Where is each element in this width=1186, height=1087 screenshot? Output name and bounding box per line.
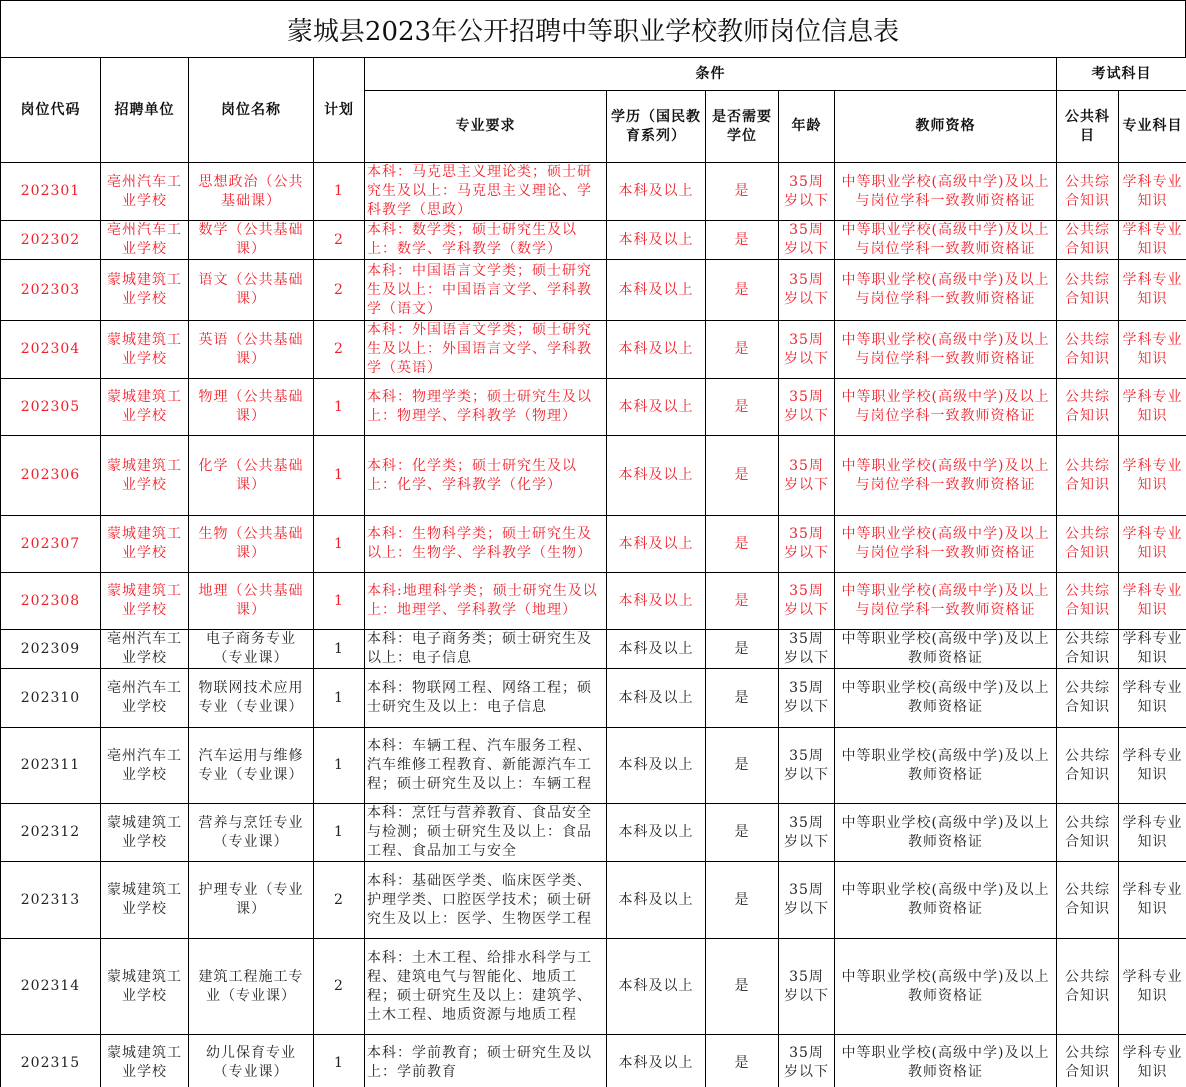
cell-education: 本科及以上 [607, 260, 706, 321]
cell-professional-subject: 学科专业知识 [1119, 1035, 1186, 1087]
cell-position: 营养与烹饪专业（专业课） [189, 804, 314, 862]
table-row [1, 436, 1186, 516]
cell-degree: 是 [706, 221, 779, 260]
cell-age: 35周岁以下 [779, 630, 835, 669]
cell-public-subject: 公共综合知识 [1057, 939, 1119, 1035]
cell-code: 202311 [1, 728, 101, 804]
cell-plan: 1 [314, 630, 365, 669]
cell-plan: 1 [314, 669, 365, 728]
cell-qualification: 中等职业学校(高级中学)及以上与岗位学科一致教师资格证 [835, 379, 1057, 436]
cell-code: 202301 [1, 163, 101, 221]
cell-plan: 1 [314, 163, 365, 221]
cell-qualification: 中等职业学校(高级中学)及以上与岗位学科一致教师资格证 [835, 163, 1057, 221]
cell-age: 35周岁以下 [779, 728, 835, 804]
cell-plan: 2 [314, 321, 365, 379]
cell-age: 35周岁以下 [779, 516, 835, 573]
table-row [1, 862, 1186, 939]
cell-position: 建筑工程施工专业（专业课） [189, 939, 314, 1035]
positions-table [0, 57, 1186, 1087]
cell-qualification: 中等职业学校(高级中学)及以上与岗位学科一致教师资格证 [835, 573, 1057, 630]
cell-age: 35周岁以下 [779, 669, 835, 728]
cell-major: 本科:地理科学类；硕士研究生及以上：地理学、学科教学（地理） [365, 573, 607, 630]
cell-degree: 是 [706, 379, 779, 436]
cell-unit: 亳州汽车工业学校 [101, 163, 189, 221]
cell-education: 本科及以上 [607, 939, 706, 1035]
header-qualification: 教师资格 [835, 91, 1057, 163]
cell-age: 35周岁以下 [779, 1035, 835, 1087]
cell-age: 35周岁以下 [779, 862, 835, 939]
cell-degree: 是 [706, 516, 779, 573]
cell-public-subject: 公共综合知识 [1057, 516, 1119, 573]
cell-code: 202308 [1, 573, 101, 630]
cell-major: 本科：化学类；硕士研究生及以上：化学、学科教学（化学） [365, 436, 607, 516]
page-title: 蒙城县2023年公开招聘中等职业学校教师岗位信息表 [0, 0, 1186, 57]
cell-major: 本科：烹饪与营养教育、食品安全与检测；硕士研究生及以上：食品工程、食品加工与安全 [365, 804, 607, 862]
table-row [1, 379, 1186, 436]
header-education: 学历（国民教育系列） [607, 91, 706, 163]
cell-professional-subject: 学科专业知识 [1119, 804, 1186, 862]
cell-public-subject: 公共综合知识 [1057, 573, 1119, 630]
cell-code: 202314 [1, 939, 101, 1035]
cell-qualification: 中等职业学校(高级中学)及以上与岗位学科一致教师资格证 [835, 516, 1057, 573]
cell-public-subject: 公共综合知识 [1057, 862, 1119, 939]
cell-qualification: 中等职业学校(高级中学)及以上与岗位学科一致教师资格证 [835, 321, 1057, 379]
cell-professional-subject: 学科专业知识 [1119, 221, 1186, 260]
cell-professional-subject: 学科专业知识 [1119, 260, 1186, 321]
cell-major: 本科：电子商务类；硕士研究生及以上：电子信息 [365, 630, 607, 669]
header-professional-subject: 专业科目 [1119, 91, 1186, 163]
cell-qualification: 中等职业学校(高级中学)及以上教师资格证 [835, 1035, 1057, 1087]
header-exam: 考试科目 [1057, 58, 1186, 91]
cell-degree: 是 [706, 939, 779, 1035]
cell-plan: 2 [314, 939, 365, 1035]
cell-degree: 是 [706, 436, 779, 516]
cell-age: 35周岁以下 [779, 260, 835, 321]
cell-plan: 1 [314, 516, 365, 573]
cell-age: 35周岁以下 [779, 939, 835, 1035]
cell-education: 本科及以上 [607, 1035, 706, 1087]
cell-degree: 是 [706, 669, 779, 728]
cell-plan: 2 [314, 862, 365, 939]
cell-major: 本科：数学类；硕士研究生及以上：数学、学科教学（数学） [365, 221, 607, 260]
cell-professional-subject: 学科专业知识 [1119, 669, 1186, 728]
header-age: 年龄 [779, 91, 835, 163]
header-conditions: 条件 [365, 58, 1057, 91]
cell-unit: 蒙城建筑工业学校 [101, 436, 189, 516]
cell-position: 电子商务专业（专业课） [189, 630, 314, 669]
cell-plan: 1 [314, 573, 365, 630]
cell-public-subject: 公共综合知识 [1057, 221, 1119, 260]
table-row [1, 321, 1186, 379]
cell-degree: 是 [706, 260, 779, 321]
cell-professional-subject: 学科专业知识 [1119, 862, 1186, 939]
cell-public-subject: 公共综合知识 [1057, 728, 1119, 804]
cell-plan: 2 [314, 221, 365, 260]
cell-unit: 蒙城建筑工业学校 [101, 862, 189, 939]
cell-qualification: 中等职业学校(高级中学)及以上教师资格证 [835, 862, 1057, 939]
cell-code: 202309 [1, 630, 101, 669]
cell-position: 汽车运用与维修专业（专业课） [189, 728, 314, 804]
cell-professional-subject: 学科专业知识 [1119, 728, 1186, 804]
cell-unit: 亳州汽车工业学校 [101, 630, 189, 669]
cell-unit: 蒙城建筑工业学校 [101, 379, 189, 436]
cell-degree: 是 [706, 862, 779, 939]
cell-age: 35周岁以下 [779, 321, 835, 379]
cell-age: 35周岁以下 [779, 379, 835, 436]
cell-education: 本科及以上 [607, 321, 706, 379]
cell-qualification: 中等职业学校(高级中学)及以上与岗位学科一致教师资格证 [835, 436, 1057, 516]
cell-major: 本科：学前教育；硕士研究生及以上：学前教育 [365, 1035, 607, 1087]
cell-public-subject: 公共综合知识 [1057, 669, 1119, 728]
cell-qualification: 中等职业学校(高级中学)及以上教师资格证 [835, 630, 1057, 669]
cell-major: 本科：中国语言文学类；硕士研究生及以上：中国语言文学、学科教学（语文） [365, 260, 607, 321]
cell-degree: 是 [706, 728, 779, 804]
cell-public-subject: 公共综合知识 [1057, 630, 1119, 669]
cell-public-subject: 公共综合知识 [1057, 379, 1119, 436]
table-row [1, 939, 1186, 1035]
cell-position: 护理专业（专业课） [189, 862, 314, 939]
cell-degree: 是 [706, 573, 779, 630]
cell-education: 本科及以上 [607, 573, 706, 630]
table-row [1, 669, 1186, 728]
cell-qualification: 中等职业学校(高级中学)及以上与岗位学科一致教师资格证 [835, 221, 1057, 260]
header-public-subject: 公共科目 [1057, 91, 1119, 163]
cell-unit: 蒙城建筑工业学校 [101, 516, 189, 573]
cell-education: 本科及以上 [607, 862, 706, 939]
cell-plan: 1 [314, 1035, 365, 1087]
cell-major: 本科：基础医学类、临床医学类、护理学类、口腔医学技术；硕士研究生及以上：医学、生物医学工程 [365, 862, 607, 939]
cell-position: 物联网技术应用专业（专业课） [189, 669, 314, 728]
cell-education: 本科及以上 [607, 379, 706, 436]
cell-public-subject: 公共综合知识 [1057, 436, 1119, 516]
cell-code: 202306 [1, 436, 101, 516]
cell-code: 202302 [1, 221, 101, 260]
cell-qualification: 中等职业学校(高级中学)及以上教师资格证 [835, 669, 1057, 728]
cell-qualification: 中等职业学校(高级中学)及以上教师资格证 [835, 939, 1057, 1035]
cell-qualification: 中等职业学校(高级中学)及以上教师资格证 [835, 728, 1057, 804]
cell-education: 本科及以上 [607, 630, 706, 669]
cell-age: 35周岁以下 [779, 573, 835, 630]
cell-unit: 蒙城建筑工业学校 [101, 804, 189, 862]
cell-public-subject: 公共综合知识 [1057, 321, 1119, 379]
cell-position: 语文（公共基础课） [189, 260, 314, 321]
cell-position: 生物（公共基础课） [189, 516, 314, 573]
cell-public-subject: 公共综合知识 [1057, 804, 1119, 862]
cell-major: 本科：土木工程、给排水科学与工程、建筑电气与智能化、地质工程；硕士研究生及以上：建筑学、土木工程、地质资源与地质工程 [365, 939, 607, 1035]
cell-code: 202313 [1, 862, 101, 939]
cell-degree: 是 [706, 163, 779, 221]
cell-position: 幼儿保育专业（专业课） [189, 1035, 314, 1087]
cell-unit: 亳州汽车工业学校 [101, 669, 189, 728]
table-row [1, 804, 1186, 862]
table-row [1, 728, 1186, 804]
cell-unit: 蒙城建筑工业学校 [101, 573, 189, 630]
cell-position: 思想政治（公共基础课） [189, 163, 314, 221]
cell-plan: 1 [314, 436, 365, 516]
cell-education: 本科及以上 [607, 436, 706, 516]
cell-code: 202304 [1, 321, 101, 379]
cell-age: 35周岁以下 [779, 221, 835, 260]
cell-public-subject: 公共综合知识 [1057, 163, 1119, 221]
cell-education: 本科及以上 [607, 669, 706, 728]
cell-plan: 1 [314, 728, 365, 804]
cell-major: 本科：车辆工程、汽车服务工程、汽车维修工程教育、新能源汽车工程；硕士研究生及以上：车辆工程 [365, 728, 607, 804]
cell-unit: 蒙城建筑工业学校 [101, 939, 189, 1035]
cell-major: 本科：生物科学类；硕士研究生及以上：生物学、学科教学（生物） [365, 516, 607, 573]
cell-professional-subject: 学科专业知识 [1119, 163, 1186, 221]
cell-unit: 蒙城建筑工业学校 [101, 1035, 189, 1087]
cell-professional-subject: 学科专业知识 [1119, 516, 1186, 573]
cell-unit: 亳州汽车工业学校 [101, 728, 189, 804]
cell-code: 202315 [1, 1035, 101, 1087]
table-row [1, 260, 1186, 321]
cell-position: 地理（公共基础课） [189, 573, 314, 630]
cell-plan: 1 [314, 379, 365, 436]
cell-plan: 1 [314, 804, 365, 862]
table-row [1, 221, 1186, 260]
cell-age: 35周岁以下 [779, 163, 835, 221]
cell-position: 化学（公共基础课） [189, 436, 314, 516]
cell-code: 202312 [1, 804, 101, 862]
cell-major: 本科：物理学类；硕士研究生及以上：物理学、学科教学（物理） [365, 379, 607, 436]
cell-education: 本科及以上 [607, 728, 706, 804]
cell-unit: 蒙城建筑工业学校 [101, 321, 189, 379]
header-plan: 计划 [314, 58, 365, 163]
cell-code: 202303 [1, 260, 101, 321]
cell-qualification: 中等职业学校(高级中学)及以上教师资格证 [835, 804, 1057, 862]
cell-public-subject: 公共综合知识 [1057, 1035, 1119, 1087]
cell-degree: 是 [706, 1035, 779, 1087]
table-row [1, 630, 1186, 669]
cell-education: 本科及以上 [607, 221, 706, 260]
cell-code: 202310 [1, 669, 101, 728]
table-row [1, 1035, 1186, 1087]
cell-professional-subject: 学科专业知识 [1119, 573, 1186, 630]
header-position: 岗位名称 [189, 58, 314, 163]
cell-major: 本科：外国语言文学类；硕士研究生及以上：外国语言文学、学科教学（英语） [365, 321, 607, 379]
table-row [1, 516, 1186, 573]
cell-age: 35周岁以下 [779, 804, 835, 862]
cell-public-subject: 公共综合知识 [1057, 260, 1119, 321]
cell-professional-subject: 学科专业知识 [1119, 379, 1186, 436]
cell-professional-subject: 学科专业知识 [1119, 939, 1186, 1035]
cell-professional-subject: 学科专业知识 [1119, 321, 1186, 379]
cell-degree: 是 [706, 804, 779, 862]
cell-degree: 是 [706, 630, 779, 669]
cell-position: 英语（公共基础课） [189, 321, 314, 379]
table-row [1, 573, 1186, 630]
cell-code: 202307 [1, 516, 101, 573]
cell-professional-subject: 学科专业知识 [1119, 436, 1186, 516]
header-unit: 招聘单位 [101, 58, 189, 163]
cell-position: 物理（公共基础课） [189, 379, 314, 436]
cell-education: 本科及以上 [607, 163, 706, 221]
cell-degree: 是 [706, 321, 779, 379]
cell-unit: 亳州汽车工业学校 [101, 221, 189, 260]
table-row [1, 163, 1186, 221]
cell-education: 本科及以上 [607, 804, 706, 862]
cell-age: 35周岁以下 [779, 436, 835, 516]
cell-major: 本科：物联网工程、网络工程；硕士研究生及以上：电子信息 [365, 669, 607, 728]
header-major: 专业要求 [365, 91, 607, 163]
cell-education: 本科及以上 [607, 516, 706, 573]
cell-unit: 蒙城建筑工业学校 [101, 260, 189, 321]
header-degree: 是否需要学位 [706, 91, 779, 163]
cell-position: 数学（公共基础课） [189, 221, 314, 260]
cell-code: 202305 [1, 379, 101, 436]
cell-professional-subject: 学科专业知识 [1119, 630, 1186, 669]
header-code: 岗位代码 [1, 58, 101, 163]
cell-plan: 2 [314, 260, 365, 321]
cell-major: 本科：马克思主义理论类；硕士研究生及以上：马克思主义理论、学科教学（思政） [365, 163, 607, 221]
cell-qualification: 中等职业学校(高级中学)及以上与岗位学科一致教师资格证 [835, 260, 1057, 321]
